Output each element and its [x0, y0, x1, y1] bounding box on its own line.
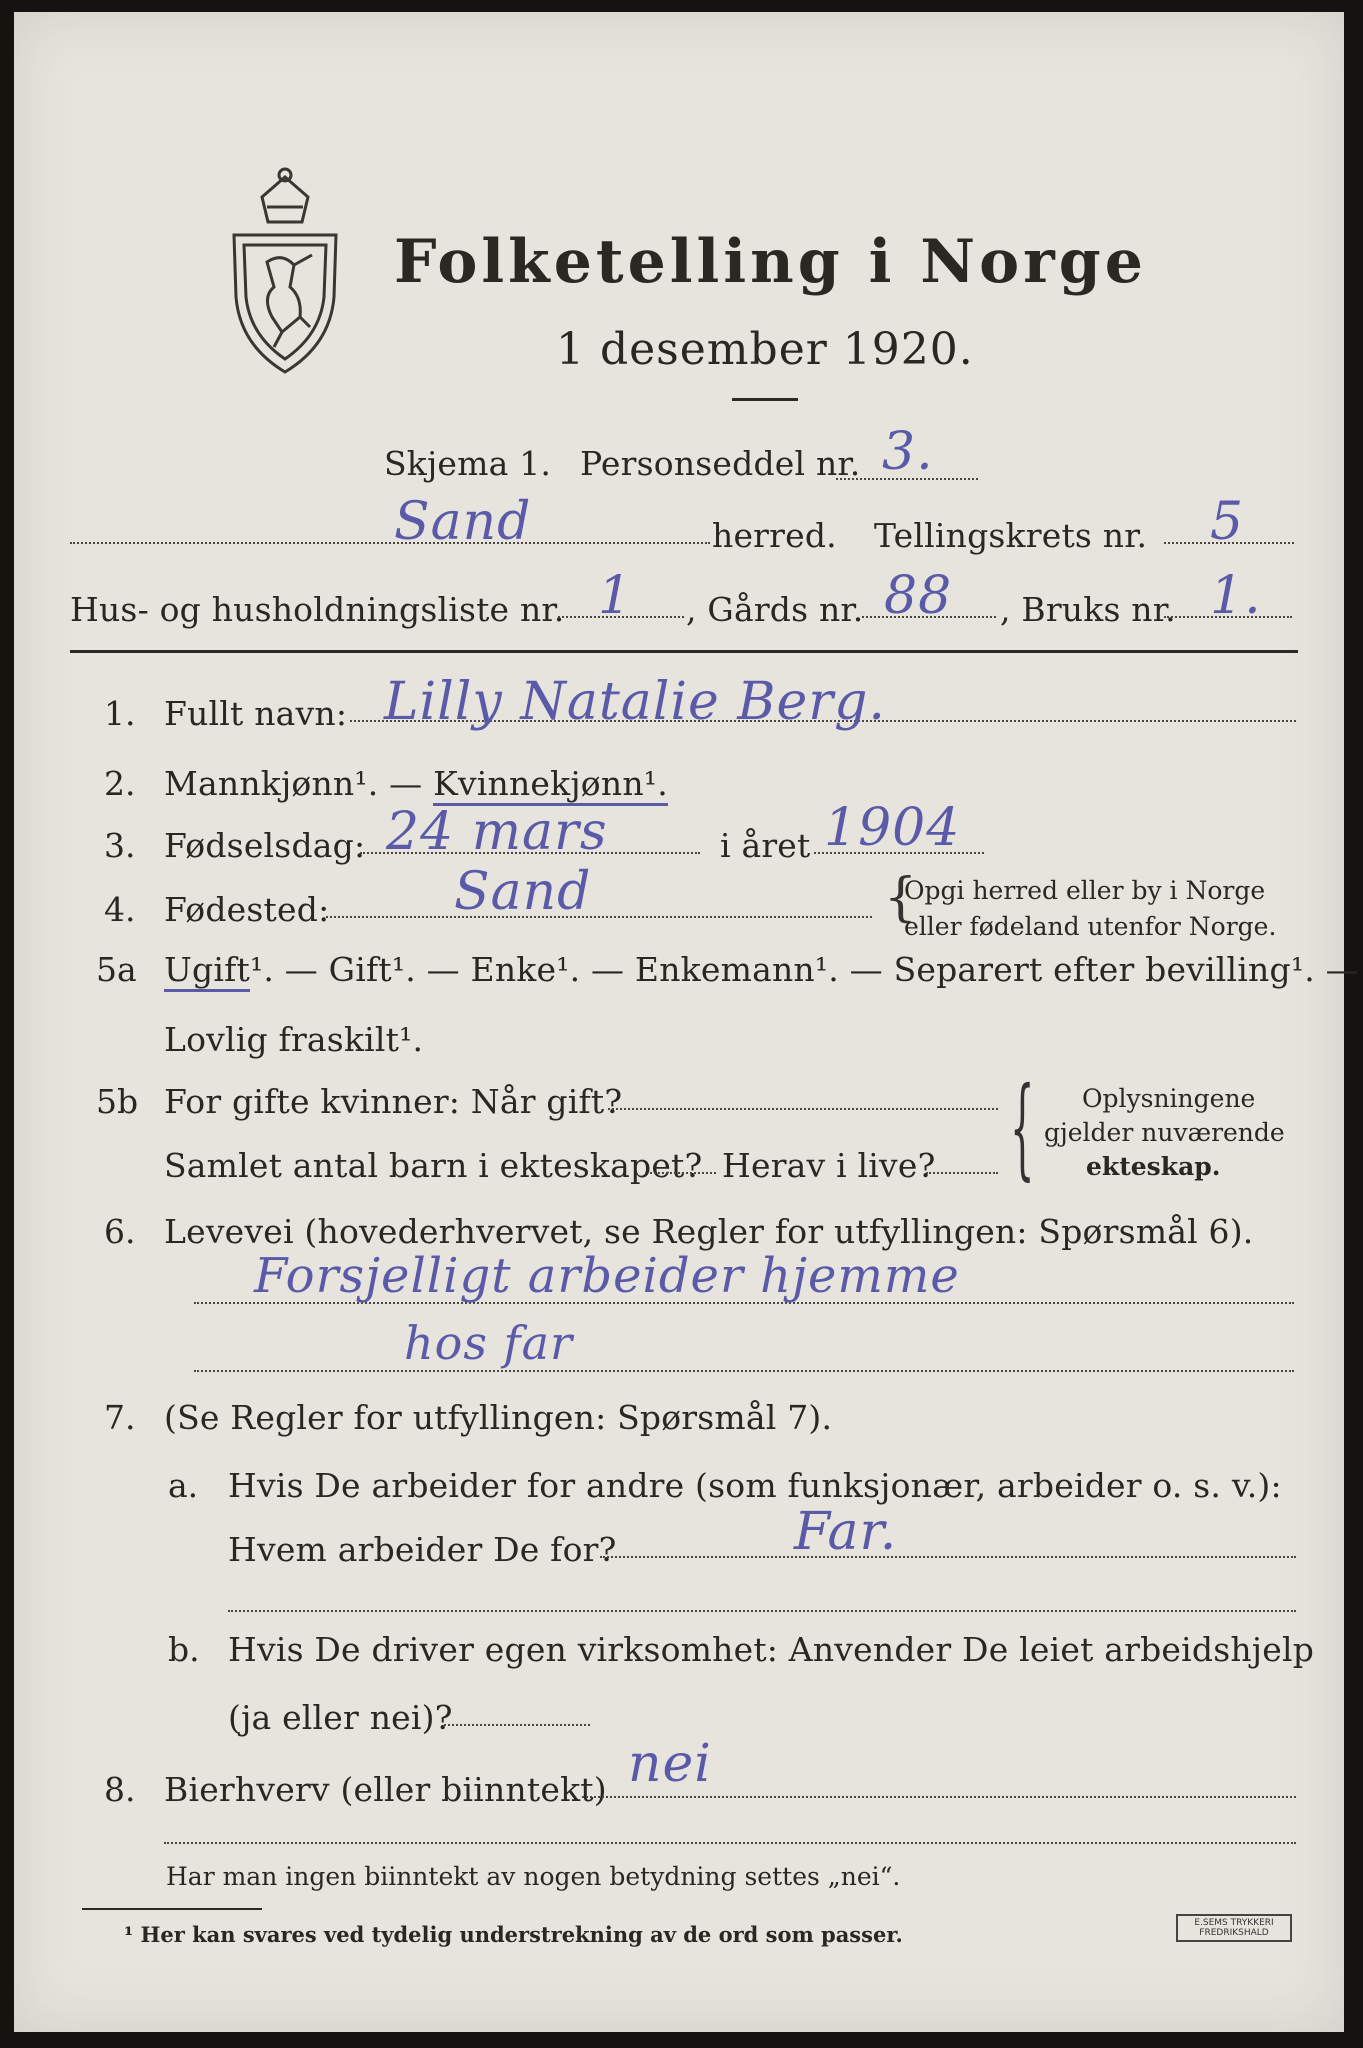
skjema-label: Skjema 1.	[384, 444, 552, 483]
divorced-option: Lovlig fraskilt¹.	[164, 1020, 424, 1059]
hired-help-line	[444, 1724, 590, 1726]
q3-number: 3.	[104, 826, 136, 865]
husholdningsliste-value: 1	[598, 566, 633, 626]
side-income-line-2	[164, 1842, 1296, 1844]
birthplace-label: Fødested:	[164, 890, 330, 929]
brace: {	[884, 868, 918, 928]
tellingskrets-value: 5	[1210, 492, 1245, 552]
brace: {	[1010, 1063, 1035, 1191]
bruks-value: 1.	[1210, 566, 1262, 626]
children-alive-label: Herav i live?	[722, 1146, 936, 1185]
herred-value: Sand	[394, 492, 532, 552]
hired-help-label: (ja eller nei)?	[228, 1698, 453, 1737]
q5b-number: 5b	[96, 1082, 139, 1121]
birthdate-label: Fødselsdag:	[164, 826, 366, 865]
herred-line	[70, 542, 710, 544]
q7-label: (Se Regler for utfyllingen: Spørsmål 7).	[164, 1398, 833, 1437]
footnote: ¹ Her kan svares ved tydelig understrekning av de ord som passer.	[124, 1922, 903, 1947]
census-form	[14, 12, 1359, 2032]
marriage-note-1: Oplysningene	[1082, 1084, 1256, 1113]
birthplace-line	[326, 916, 872, 918]
occupation-value-2: hos far	[404, 1316, 573, 1370]
marital-options: ¹. — Gift¹. — Enke¹. — Enkemann¹. — Separert efter bevilling¹. —	[249, 950, 1359, 989]
side-income-value: nei	[628, 1734, 712, 1794]
tellingskrets-label: Tellingskrets nr.	[874, 516, 1148, 555]
birthdate-value: 24 mars	[386, 802, 608, 862]
birthplace-note-2: eller fødeland utenfor Norge.	[904, 912, 1277, 941]
header-rule	[70, 650, 1298, 653]
footnote-rule	[82, 1908, 262, 1910]
census-date: 1 desember 1920.	[556, 324, 974, 375]
q7b-letter: b.	[168, 1630, 200, 1669]
personseddel-label: Personseddel nr.	[580, 444, 861, 483]
occupation-line-2	[194, 1370, 1294, 1372]
self-employed-label: Hvis De driver egen virksomhet: Anvender De leiet arbeidshjelp	[228, 1630, 1315, 1669]
marital-status-label	[164, 950, 1359, 989]
employer-label: Hvem arbeider De for?	[228, 1530, 617, 1569]
husholdningsliste-label: Hus- og husholdningsliste nr.	[70, 590, 565, 629]
bruks-label: , Bruks nr.	[1000, 590, 1176, 629]
gards-value: 88	[884, 566, 953, 626]
birthplace-value: Sand	[454, 862, 592, 922]
q7a-letter: a.	[168, 1466, 199, 1505]
employer-line	[600, 1556, 1296, 1558]
side-income-line	[582, 1796, 1296, 1798]
employer-value: Far.	[794, 1502, 898, 1562]
gards-label: , Gårds nr.	[686, 590, 864, 629]
unmarried-option: Ugift	[164, 950, 250, 992]
full-name-value: Lilly Natalie Berg.	[384, 672, 886, 732]
birthyear-label: i året	[720, 826, 811, 865]
printer-stamp: E.SEMS TRYKKERI FREDRIKSHALD	[1176, 1914, 1292, 1942]
married-when-line	[608, 1108, 998, 1110]
birthyear-value: 1904	[824, 798, 961, 858]
birthplace-note-1: Opgi herred eller by i Norge	[904, 876, 1266, 905]
q5a-number: 5a	[96, 950, 137, 989]
q2-number: 2.	[104, 764, 136, 803]
male-option: Mannkjønn¹. —	[164, 764, 434, 803]
employed-label: Hvis De arbeider for andre (som funksjonær, arbeider o. s. v.):	[228, 1466, 1282, 1505]
divider	[732, 398, 798, 401]
marriage-note-3: ekteskap.	[1086, 1152, 1221, 1181]
herred-label: herred.	[712, 516, 837, 555]
full-name-label: Fullt navn:	[164, 694, 348, 733]
children-alive-line	[926, 1172, 998, 1174]
occupation-value-1: Forsjelligt arbeider hjemme	[254, 1248, 960, 1304]
coat-of-arms-icon	[222, 167, 348, 377]
children-total-label: Samlet antal barn i ekteskapet?	[164, 1146, 703, 1185]
q4-number: 4.	[104, 890, 136, 929]
side-income-note: Har man ingen biinntekt av nogen betydning settes „nei“.	[166, 1862, 901, 1891]
occupation-label: Levevei (hovederhvervet, se Regler for utfyllingen: Spørsmål 6).	[164, 1212, 1254, 1251]
marriage-note-2: gjelder nuværende	[1044, 1118, 1285, 1147]
q1-number: 1.	[104, 694, 136, 733]
children-total-line	[650, 1172, 716, 1174]
sex-label	[164, 764, 668, 803]
side-income-label: Bierhverv (eller biinntekt)	[164, 1770, 607, 1809]
q7-number: 7.	[104, 1398, 136, 1437]
form-title: Folketelling i Norge	[394, 227, 1147, 297]
employer-line-2	[228, 1610, 1296, 1612]
married-when-label: For gifte kvinner: Når gift?	[164, 1082, 623, 1121]
female-option: Kvinnekjønn¹.	[433, 764, 668, 806]
q6-number: 6.	[104, 1212, 136, 1251]
personseddel-value: 3.	[882, 422, 934, 482]
q8-number: 8.	[104, 1770, 136, 1809]
